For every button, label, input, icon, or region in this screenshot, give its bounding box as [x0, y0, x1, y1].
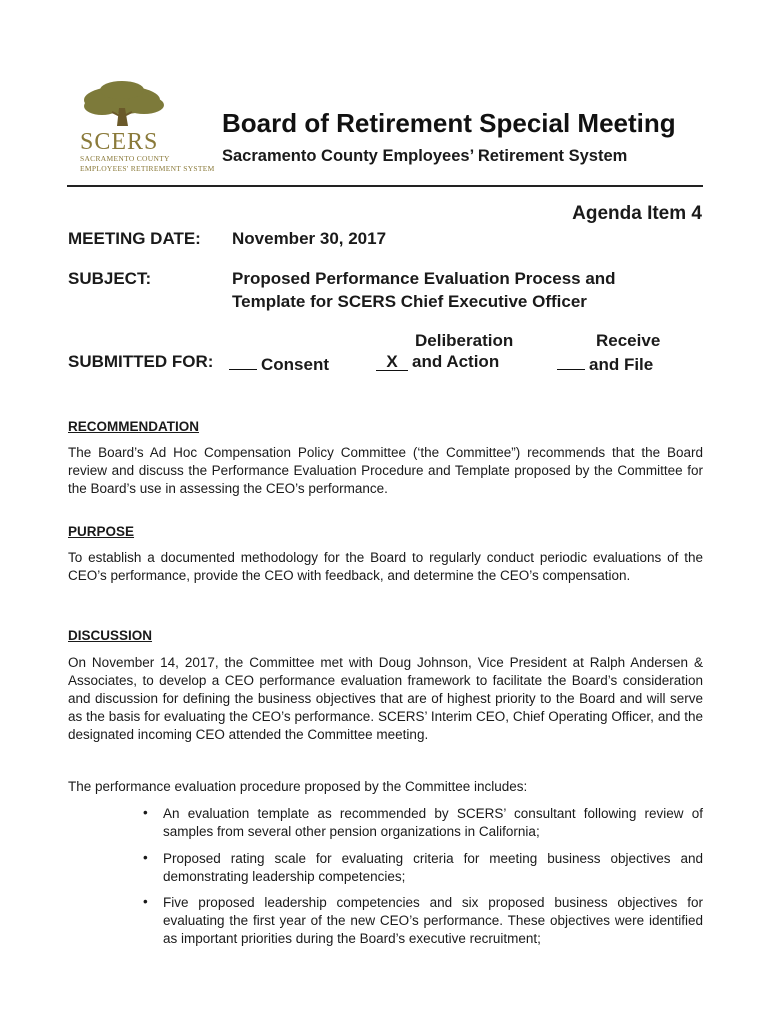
- submitted-for-label: SUBMITTED FOR:: [68, 352, 214, 371]
- meeting-date-value: November 30, 2017: [232, 229, 387, 248]
- logo-name: SCERS: [80, 129, 159, 155]
- consent-label: Consent: [261, 355, 329, 374]
- bullet-dot: •: [143, 850, 148, 865]
- bullet-dot: •: [143, 894, 148, 909]
- logo-line1: SACRAMENTO COUNTY: [80, 154, 170, 163]
- logo-wordmark: [80, 130, 215, 174]
- deliberation-option: [376, 352, 499, 372]
- page-subtitle: Sacramento County Employees’ Retirement System: [222, 147, 628, 165]
- header-divider: [67, 185, 703, 187]
- list-item: An evaluation template as recommended by SCERS’ consultant following review of samples from several other pension organizations in California;: [163, 806, 703, 839]
- consent-blank: [229, 352, 257, 370]
- list-item: Proposed rating scale for evaluating criteria for meeting business objectives and demonstrating leadership competencies;: [163, 851, 703, 884]
- receive-option: [557, 352, 653, 375]
- consent-option: [229, 352, 329, 375]
- receive-line-1: Receive: [596, 331, 661, 350]
- receive-blank: [557, 352, 585, 370]
- page-title: Board of Retirement Special Meeting: [222, 108, 676, 138]
- subject-line-2: Template for SCERS Chief Executive Officer: [232, 292, 587, 311]
- deliberation-line-1: Deliberation: [415, 331, 514, 350]
- deliberation-mark: X: [376, 353, 408, 371]
- subject-value: [232, 267, 616, 313]
- agenda-item: Agenda Item 4: [572, 203, 702, 224]
- bullet-dot: •: [143, 805, 148, 820]
- receive-line-2: and File: [589, 355, 654, 374]
- meeting-date-label: MEETING DATE:: [68, 229, 201, 248]
- recommendation-text: The Board’s Ad Hoc Compensation Policy Committee (‘the Committee”) recommends that the Board review and discuss the Performance Evaluation Procedure and Template proposed by the Committee for the Board’s use in assessing the CEO’s performance.: [68, 445, 703, 496]
- discussion-heading: DISCUSSION: [68, 628, 153, 643]
- discussion-text: On November 14, 2017, the Committee met with Doug Johnson, Vice President at Ralph Andersen & Associates, to develop a CEO performance evaluation framework to facilitate the Board’s consideration and discussion for defining the business objectives that are of highest priority to the Board and will serve as the basis for evaluating the CEO’s performance. SCERS’ Interim CEO, Chief Operating Officer, and the designated incoming CEO attended the Committee meeting.: [68, 655, 703, 742]
- subject-label: SUBJECT:: [68, 269, 152, 288]
- discussion-intro: The performance evaluation procedure proposed by the Committee includes:: [68, 779, 528, 794]
- deliberation-line-2: and Action: [412, 352, 500, 371]
- subject-line-1: Proposed Performance Evaluation Process and: [232, 269, 616, 288]
- recommendation-heading: RECOMMENDATION: [68, 419, 199, 434]
- purpose-heading: PURPOSE: [68, 524, 135, 539]
- list-item: Five proposed leadership competencies and six proposed business objectives for evaluating the first year of the new CEO’s performance. These objectives were identified as important priorities during the Board’s executive recruitment;: [163, 895, 703, 946]
- purpose-text: To establish a documented methodology for the Board to regularly conduct periodic evaluations of the CEO’s performance, provide the CEO with feedback, and determine the CEO’s compensation.: [68, 550, 703, 583]
- logo-line2: EMPLOYEES' RETIREMENT SYSTEM: [80, 164, 215, 173]
